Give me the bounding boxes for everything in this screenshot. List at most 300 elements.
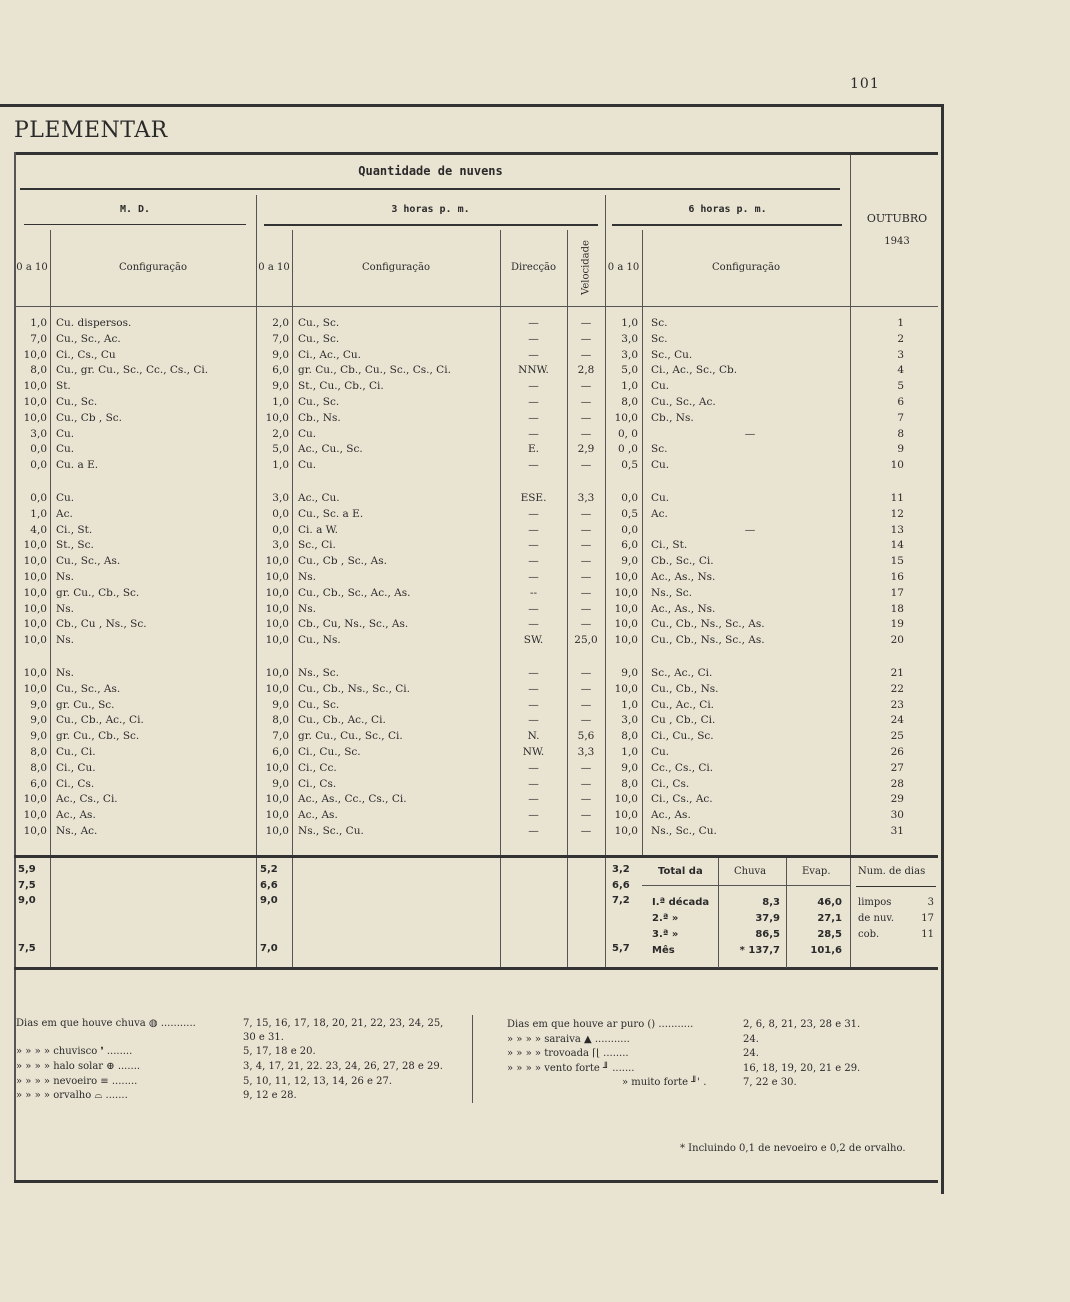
legend-right-days: 24. xyxy=(743,1048,759,1059)
h6-config: Cu. xyxy=(651,459,670,472)
direction: — xyxy=(528,618,539,631)
md-config: Cu. xyxy=(56,492,75,504)
md-value: 0,0 xyxy=(30,492,47,504)
md-config: Ns. xyxy=(56,634,74,647)
evap-value: 46,0 xyxy=(817,897,842,908)
md-value: 10,0 xyxy=(23,411,47,424)
h6-config: — xyxy=(744,523,756,536)
summary-top-rule xyxy=(14,855,938,858)
h6-config: Cu., Cb., Ns., Sc., As. xyxy=(651,618,765,631)
day-number: 4 xyxy=(897,364,904,377)
direction: — xyxy=(528,459,539,472)
md-config: Ci., St. xyxy=(56,523,93,536)
day-number: 29 xyxy=(890,793,904,806)
legend-right-label: » » » » trovoada ⌈⌊ ........ xyxy=(507,1048,629,1059)
h6-config: Sc., Ac., Ci. xyxy=(651,667,713,679)
direction: — xyxy=(528,427,539,440)
direction: — xyxy=(528,523,539,536)
h6-value: 10,0 xyxy=(614,571,638,583)
col-divider-md-config xyxy=(50,230,51,970)
md-config: Cu., Sc. xyxy=(56,396,98,408)
numdias-category: limpos xyxy=(858,897,892,908)
chuva-label: Chuva xyxy=(734,866,767,877)
day-number: 28 xyxy=(890,777,904,790)
h6-value: 10,0 xyxy=(614,618,638,631)
direction: — xyxy=(528,317,539,329)
h6-value: 9,0 xyxy=(621,761,638,774)
h6-config: Cu., Cb., Ns. xyxy=(651,682,719,695)
velocity: — xyxy=(580,396,592,408)
day-number: 17 xyxy=(890,586,904,599)
h3-value: 9,0 xyxy=(272,698,289,711)
legend-right-days: 2, 6, 8, 21, 23, 28 e 31. xyxy=(743,1019,861,1030)
velocity: 2,9 xyxy=(577,443,595,456)
md-value: 10,0 xyxy=(23,825,47,837)
chuva-value: 37,9 xyxy=(755,913,780,924)
summary-md-value: 7,5 xyxy=(18,943,36,954)
h3-config: Ns. xyxy=(298,571,316,583)
direction: NNW. xyxy=(518,364,549,377)
md-config: Cu. a E. xyxy=(56,459,99,472)
summary-h3-value: 7,0 xyxy=(260,943,278,954)
md-config: Cu., Cb., Ac., Ci. xyxy=(56,714,144,727)
md-config-label: Configuração xyxy=(119,262,187,273)
md-config: Cu. dispersos. xyxy=(56,317,132,329)
day-number: 5 xyxy=(897,380,904,393)
h3-value: 10,0 xyxy=(265,586,289,599)
h6-value: 5,0 xyxy=(621,364,638,377)
h3-value: 10,0 xyxy=(265,793,289,806)
h3-value: 3,0 xyxy=(272,492,289,504)
h3-value: 1,0 xyxy=(272,459,289,472)
md-value: 10,0 xyxy=(23,571,47,583)
md-value: 10,0 xyxy=(23,667,47,679)
md-value: 10,0 xyxy=(23,396,47,408)
chuva-value: * 137,7 xyxy=(739,945,780,956)
direction: — xyxy=(528,793,539,806)
brace-numdias xyxy=(856,886,936,887)
velocity: — xyxy=(580,411,592,424)
md-config: Ns. xyxy=(56,667,74,679)
footer-divider xyxy=(472,1015,473,1103)
legend-right-label: » » » » vento forte ╜ ....... xyxy=(507,1063,635,1074)
h3-config: Cu., Sc. a E. xyxy=(298,507,364,520)
h3-config: Ac., As. xyxy=(298,809,338,822)
velocity: — xyxy=(580,427,592,440)
h6-value: 10,0 xyxy=(614,634,638,647)
legend-left-days: 30 e 31. xyxy=(243,1032,284,1043)
h6-value: 6,0 xyxy=(621,539,638,552)
h3-value: 1,0 xyxy=(272,396,289,408)
md-value: 10,0 xyxy=(23,602,47,615)
direction: — xyxy=(528,825,539,837)
md-config: Ns., Ac. xyxy=(56,825,98,837)
direction: — xyxy=(528,380,539,393)
h6-value: 0,0 xyxy=(621,492,638,504)
chuva-value: 86,5 xyxy=(755,929,780,940)
h3-config: gr. Cu., Cu., Sc., Ci. xyxy=(298,730,403,743)
md-scale-label: 0 a 10 xyxy=(16,262,48,273)
h6-value: 10,0 xyxy=(614,809,638,822)
h3-config: Cu., Cb., Ns., Sc., Ci. xyxy=(298,682,410,695)
direction: — xyxy=(528,714,539,727)
h6-config: Ac., As., Ns. xyxy=(651,602,716,615)
h6-config: Cu., Cb., Ns., Sc., As. xyxy=(651,634,765,647)
h6-value: 0,5 xyxy=(621,507,638,520)
h3-config: Cu., Ns. xyxy=(298,634,341,647)
numdias-category: de nuv. xyxy=(858,913,895,924)
md-config: St. xyxy=(56,380,71,393)
brace-md xyxy=(24,224,246,225)
md-value: 10,0 xyxy=(23,586,47,599)
md-config: Cu., Cb , Sc. xyxy=(56,411,122,424)
h6-value: 8,0 xyxy=(621,396,638,408)
footnote: * Incluindo 0,1 de nevoeiro e 0,2 de orvalho. xyxy=(680,1143,906,1154)
h3-value: 10,0 xyxy=(265,825,289,837)
md-value: 6,0 xyxy=(30,777,47,790)
legend-right-label: » muito forte ╜' . xyxy=(622,1077,707,1088)
h6-config: Sc. xyxy=(651,317,668,329)
h6-value: 1,0 xyxy=(621,746,638,758)
h3-config: Ac., As., Cc., Cs., Ci. xyxy=(298,793,407,806)
h6-value: 9,0 xyxy=(621,667,638,679)
period-label: 2.ª » xyxy=(652,913,679,924)
h3-config: Cu., Cb., Ac., Ci. xyxy=(298,714,386,727)
legend-left-days: 7, 15, 16, 17, 18, 20, 21, 22, 23, 24, 25, xyxy=(243,1018,444,1029)
h3-config: Ci., Cu., Sc. xyxy=(298,746,361,758)
h3-config: Cu. xyxy=(298,459,317,472)
md-config: Cu. xyxy=(56,443,75,456)
h3-value: 10,0 xyxy=(265,761,289,774)
velocity: — xyxy=(580,571,592,583)
h6-config: Cu. xyxy=(651,492,670,504)
md-config: Ci., Cs. xyxy=(56,777,95,790)
md-config: Cu., gr. Cu., Sc., Cc., Cs., Ci. xyxy=(56,364,209,377)
summary-h3-value: 5,2 xyxy=(260,864,278,875)
md-value: 9,0 xyxy=(30,714,47,727)
md-value: 7,0 xyxy=(30,332,47,345)
h6-value: 0,5 xyxy=(621,459,638,472)
h6-config: Cu., Ac., Ci. xyxy=(651,698,715,711)
md-value: 10,0 xyxy=(23,682,47,695)
md-value: 10,0 xyxy=(23,380,47,393)
h3-value: 2,0 xyxy=(272,427,289,440)
direction: E. xyxy=(527,443,539,456)
h3-config: Cu., Cb , Sc., As. xyxy=(298,555,387,568)
evap-value: 27,1 xyxy=(817,913,842,924)
h3-value: 10,0 xyxy=(265,809,289,822)
day-number: 25 xyxy=(890,730,904,743)
day-number: 3 xyxy=(897,348,904,361)
h6-value: 0, 0 xyxy=(617,427,638,440)
direction: — xyxy=(528,411,539,424)
page-number: 101 xyxy=(850,76,880,92)
summary-md-value: 7,5 xyxy=(18,880,36,891)
direction: — xyxy=(528,539,539,552)
section-title: PLEMENTAR xyxy=(14,118,168,143)
h3-config: Ci., Cs. xyxy=(298,777,337,790)
direction: — xyxy=(528,682,539,695)
direction: — xyxy=(528,332,539,345)
day-number: 24 xyxy=(890,714,904,727)
velocity: — xyxy=(580,586,592,599)
legend-right-days: 7, 22 e 30. xyxy=(743,1077,797,1088)
h6-value: 0,0 xyxy=(621,523,638,536)
h3-value: 6,0 xyxy=(272,364,289,377)
velocity: — xyxy=(580,714,592,727)
day-number: 31 xyxy=(890,825,904,837)
md-config: Cu. xyxy=(56,427,75,440)
md-value: 10,0 xyxy=(23,793,47,806)
legend-right-days: 24. xyxy=(743,1034,759,1045)
day-number: 10 xyxy=(890,459,904,472)
period-label: Mês xyxy=(652,945,675,956)
h6-config: Cb., Sc., Ci. xyxy=(651,555,714,568)
day-number: 23 xyxy=(890,698,904,711)
h6-value: 8,0 xyxy=(621,777,638,790)
h6-scale-label: 0 a 10 xyxy=(607,262,640,273)
h6-config: Cb., Ns. xyxy=(651,411,694,424)
h3-config: Ci., Ac., Cu. xyxy=(298,348,362,361)
md-value: 10,0 xyxy=(23,618,47,631)
day-number: 19 xyxy=(890,618,904,631)
h3-value: 10,0 xyxy=(265,555,289,568)
h3-value: 5,0 xyxy=(272,443,289,456)
h6-value: 9,0 xyxy=(621,555,638,568)
velocity: 2,8 xyxy=(577,364,595,377)
h6-config: Ac. xyxy=(651,507,668,520)
md-value: 0,0 xyxy=(30,443,47,456)
day-number: 22 xyxy=(890,682,904,695)
h3-value: 7,0 xyxy=(272,730,289,743)
h3-value: 10,0 xyxy=(265,411,289,424)
h3-config: Cu., Cb., Sc., Ac., As. xyxy=(298,586,411,599)
velocity: 3,3 xyxy=(577,492,595,504)
day-number: 13 xyxy=(890,523,904,536)
h3-value: 10,0 xyxy=(265,634,289,647)
md-config: Ns. xyxy=(56,602,74,615)
h6-config-label: Configuração xyxy=(712,262,780,273)
day-number: 30 xyxy=(890,809,904,822)
md-config: Ci., Cu. xyxy=(56,761,96,774)
direction: — xyxy=(528,761,539,774)
md-config: Cu., Sc., As. xyxy=(56,682,121,695)
md-value: 10,0 xyxy=(23,555,47,568)
direction: — xyxy=(528,667,539,679)
h3-config: Ac., Cu. xyxy=(298,492,340,504)
h3-config: Ci. a W. xyxy=(298,523,338,536)
h6-config: Ac., As., Ns. xyxy=(651,571,716,583)
legend-left-label: » » » » orvalho ⌓ ....... xyxy=(16,1090,128,1101)
h6-value: 3,0 xyxy=(621,348,638,361)
header-quantidade-de-nuvens: Quantidade de nuvens xyxy=(358,164,503,178)
md-value: 8,0 xyxy=(30,761,47,774)
direction: — xyxy=(528,602,539,615)
day-number: 8 xyxy=(897,427,904,440)
day-number: 15 xyxy=(890,555,904,568)
md-value: 8,0 xyxy=(30,746,47,758)
evap-value: 28,5 xyxy=(817,929,842,940)
day-number: 14 xyxy=(890,539,904,552)
header-month: OUTUBRO xyxy=(866,212,928,225)
h3-config: Ns. xyxy=(298,602,316,615)
h6-value: 10,0 xyxy=(614,602,638,615)
h6-value: 10,0 xyxy=(614,825,638,837)
numdias-count: 3 xyxy=(927,897,934,908)
legend-left-label: Dias em que houve chuva ◍ ........... xyxy=(16,1018,196,1029)
day-number: 9 xyxy=(897,443,904,456)
header-year: 1943 xyxy=(884,236,910,247)
h6-value: 10,0 xyxy=(614,411,638,424)
md-config: Ns. xyxy=(56,571,74,583)
md-config: gr. Cu., Sc. xyxy=(56,698,115,711)
h3-value: 10,0 xyxy=(265,618,289,631)
h3-value: 9,0 xyxy=(272,380,289,393)
direction: ESE. xyxy=(520,492,547,504)
md-config: Ac., Cs., Ci. xyxy=(56,793,118,806)
col-divider-3h-config xyxy=(292,230,293,970)
day-number: 6 xyxy=(897,396,904,408)
md-config: gr. Cu., Cb., Sc. xyxy=(56,586,140,599)
h3-value: 10,0 xyxy=(265,571,289,583)
velocity: — xyxy=(580,682,592,695)
velocity: — xyxy=(580,777,592,790)
day-number: 11 xyxy=(890,492,904,504)
direction: — xyxy=(528,777,539,790)
brace-main xyxy=(20,188,840,190)
day-number: 21 xyxy=(890,667,904,679)
md-config: Ac. xyxy=(56,507,73,520)
period-label: 3.ª » xyxy=(652,929,679,940)
md-value: 3,0 xyxy=(30,427,47,440)
summary-h6-value: 5,7 xyxy=(612,943,630,954)
direction: — xyxy=(528,555,539,568)
h3-config: gr. Cu., Cb., Cu., Sc., Cs., Ci. xyxy=(298,364,451,377)
md-value: 10,0 xyxy=(23,539,47,552)
header-bottom-rule xyxy=(14,306,938,307)
header-3h: 3 horas p. m. xyxy=(391,204,470,215)
summary-md-value: 5,9 xyxy=(18,864,36,875)
h6-config: Cu. xyxy=(651,380,670,393)
numdias-label: Num. de dias xyxy=(858,866,926,877)
md-value: 1,0 xyxy=(30,317,47,329)
summary-md-value: 9,0 xyxy=(18,895,36,906)
table-top-rule xyxy=(14,152,938,155)
period-label: I.ª década xyxy=(652,897,710,908)
md-value: 10,0 xyxy=(23,809,47,822)
h3-config: Cu., Sc. xyxy=(298,317,340,329)
legend-right-days: 16, 18, 19, 20, 21 e 29. xyxy=(743,1063,861,1074)
h6-config: Cu. xyxy=(651,746,670,758)
h3-value: 9,0 xyxy=(272,777,289,790)
h3-value: 9,0 xyxy=(272,348,289,361)
md-value: 10,0 xyxy=(23,348,47,361)
h6-value: 1,0 xyxy=(621,317,638,329)
page-bottom-rule xyxy=(14,1180,938,1183)
day-number: 1 xyxy=(897,317,904,329)
direction: -- xyxy=(529,586,538,599)
legend-left-days: 5, 17, 18 e 20. xyxy=(243,1046,316,1057)
velocity: — xyxy=(580,667,592,679)
velocity: — xyxy=(580,809,592,822)
h6-config: Sc. xyxy=(651,332,668,345)
left-border-lower xyxy=(14,970,16,1180)
chuva-divider xyxy=(718,858,719,968)
velocity: — xyxy=(580,825,592,837)
h6-config: Ci., Cs. xyxy=(651,777,690,790)
legend-left-days: 9, 12 e 28. xyxy=(243,1090,297,1101)
velocity: 3,3 xyxy=(577,746,595,758)
velocity: — xyxy=(580,618,592,631)
summary-h6-value: 3,2 xyxy=(612,864,630,875)
h6-value: 10,0 xyxy=(614,682,638,695)
velocity: — xyxy=(580,698,592,711)
h6-config: — xyxy=(744,427,756,440)
day-number: 7 xyxy=(897,411,904,424)
md-config: St., Sc. xyxy=(56,539,94,552)
md-config: Cu., Sc., As. xyxy=(56,555,121,568)
numdias-count: 11 xyxy=(921,929,934,940)
table-bottom-rule xyxy=(14,967,938,970)
h3-config: Cb., Cu, Ns., Sc., As. xyxy=(298,618,409,631)
velocity: — xyxy=(580,507,592,520)
h3-config: Ns., Sc. xyxy=(298,667,340,679)
h3-config: Cu., Sc. xyxy=(298,698,340,711)
direction: — xyxy=(528,698,539,711)
velocity-label: Velocidade xyxy=(580,240,592,295)
h3-config: St., Cu., Cb., Ci. xyxy=(298,380,384,393)
summary-h3-value: 9,0 xyxy=(260,895,278,906)
direction: — xyxy=(528,809,539,822)
velocity: — xyxy=(580,332,592,345)
velocity: 25,0 xyxy=(574,634,598,647)
h6-config: Sc. xyxy=(651,443,668,456)
day-number: 2 xyxy=(897,332,904,345)
velocity: — xyxy=(580,602,592,615)
day-number: 18 xyxy=(890,602,904,615)
direction-label: Direcção xyxy=(510,262,557,273)
total-header-rule xyxy=(642,885,850,886)
h6-config: Ci., Cs., Ac. xyxy=(651,793,713,806)
legend-left-label: » » » » chuvisco ❜ ........ xyxy=(16,1046,133,1057)
velocity: — xyxy=(580,459,592,472)
h3-value: 6,0 xyxy=(272,746,289,758)
h6-value: 0 ,0 xyxy=(617,443,638,456)
h6-config: Cc., Cs., Ci. xyxy=(651,761,714,774)
velocity: — xyxy=(580,317,592,329)
col-divider-6h-config xyxy=(642,230,643,858)
h3-value: 0,0 xyxy=(272,507,289,520)
evap-divider xyxy=(786,858,787,968)
velocity: — xyxy=(580,539,592,552)
h6-config: Ci., St. xyxy=(651,539,688,552)
direction: — xyxy=(528,348,539,361)
h3-config: Ci., Cc. xyxy=(298,761,337,774)
h3-scale-label: 0 a 10 xyxy=(258,262,290,273)
h3-value: 8,0 xyxy=(272,714,289,727)
md-value: 9,0 xyxy=(30,730,47,743)
h6-value: 1,0 xyxy=(621,698,638,711)
direction: — xyxy=(528,571,539,583)
h3-value: 7,0 xyxy=(272,332,289,345)
h3-config: Cu. xyxy=(298,427,317,440)
md-value: 1,0 xyxy=(30,507,47,520)
summary-h3-value: 6,6 xyxy=(260,880,278,891)
velocity: — xyxy=(580,761,592,774)
h3-value: 3,0 xyxy=(272,539,289,552)
h3-value: 10,0 xyxy=(265,667,289,679)
h3-config: Ns., Sc., Cu. xyxy=(298,825,364,837)
